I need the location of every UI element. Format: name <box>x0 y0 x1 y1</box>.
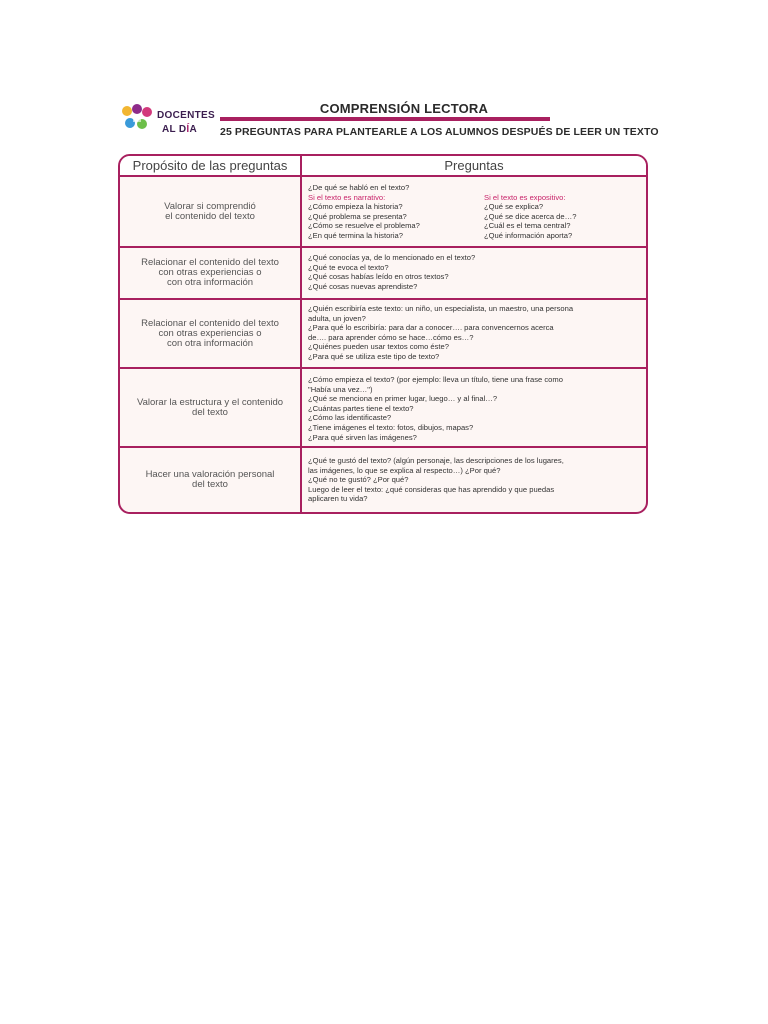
infographic-sheet <box>108 95 660 530</box>
question-line: ¿Qué no te gustó? ¿Por qué? <box>308 475 409 485</box>
question-line: ¿Qué cosas habías leído en otros textos? <box>308 272 449 282</box>
question-line: aplicaren tu vida? <box>308 494 368 504</box>
question-line: ¿Tiene imágenes el texto: fotos, dibujos, mapas? <box>308 422 474 432</box>
purpose-cell: Valorar la estructura y el contenido del texto <box>136 396 284 418</box>
page-title: COMPRENSIÓN LECTORA <box>319 101 489 116</box>
question-line: Luego de leer el texto: ¿qué consideras que has aprendido y que puedas <box>308 484 555 494</box>
question-line: ¿Qué se menciona en primer lugar, luego… y al final…? <box>308 394 498 404</box>
questions-cell <box>308 304 638 362</box>
column-header-purpose: Propósito de las preguntas <box>120 156 300 177</box>
question-line: ¿Qué te evoca el texto? <box>308 262 389 272</box>
purpose-cell: Relacionar el contenido del texto con otras experiencias o con otra información <box>141 317 279 349</box>
narrative-heading: Si el texto es narrativo: <box>308 192 386 202</box>
purpose-cell: Hacer una valoración personal del texto <box>145 469 275 490</box>
logo-graphic-icon <box>118 102 156 134</box>
question-line: ¿Para qué sirven las imágenes? <box>308 432 417 442</box>
question-line: ¿Cómo empieza la historia? <box>308 202 403 212</box>
question-line: "Había una vez…") <box>308 384 373 394</box>
question-line: ¿Cómo empieza el texto? (por ejemplo: lleva un título, tiene una frase como <box>308 375 563 384</box>
questions-cell <box>308 183 638 240</box>
question-line: ¿Qué cosas nuevas aprendiste? <box>308 281 418 291</box>
question-line: ¿De qué se habló en el texto? <box>308 183 410 192</box>
questions-cell <box>308 375 638 442</box>
questions-cell <box>308 253 638 291</box>
title-underline <box>220 117 550 121</box>
question-line: ¿Para qué se utiliza este tipo de texto? <box>308 351 440 361</box>
question-line: ¿Para qué lo escribiría: para dar a conocer…. para convencernos acerca <box>308 323 554 333</box>
question-line: ¿Cuál es el tema central? <box>484 221 571 231</box>
expository-heading: Si el texto es expositivo: <box>484 192 566 202</box>
column-header-questions: Preguntas <box>302 156 646 177</box>
question-line: las imágenes, lo que se explica al respecto…) ¿Por qué? <box>308 465 501 475</box>
question-line: ¿Qué te gustó del texto? (algún personaje, las descripciones de los lugares, <box>308 456 564 465</box>
question-line: ¿Cómo se resuelve el problema? <box>308 221 420 231</box>
narrative-column <box>308 193 420 241</box>
page-subtitle: 25 PREGUNTAS PARA PLANTEARLE A LOS ALUMNOS DESPUÉS DE LEER UN TEXTO <box>220 126 659 138</box>
logo <box>118 102 213 134</box>
question-line: ¿Quiénes pueden usar textos como éste? <box>308 342 449 352</box>
question-line: ¿Qué información aporta? <box>484 230 573 240</box>
question-line: de…. para aprender cómo se hace…cómo es…? <box>308 332 474 342</box>
question-line: ¿Cuántas partes tiene el texto? <box>308 403 414 413</box>
questions-cell <box>308 456 638 504</box>
question-line: ¿Qué conocías ya, de lo mencionado en el texto? <box>308 253 476 262</box>
question-line: ¿Qué se dice acerca de…? <box>484 211 577 221</box>
logo-text-al-dia: AL DÍA <box>162 124 197 135</box>
question-line: ¿Qué se explica? <box>484 202 544 212</box>
question-line: ¿En qué termina la historia? <box>308 230 403 240</box>
question-line: adulta, un joven? <box>308 313 366 323</box>
expository-column <box>484 193 576 241</box>
question-line: ¿Qué problema se presenta? <box>308 211 407 221</box>
column-divider <box>300 156 302 512</box>
logo-text-docentes: DOCENTES <box>157 110 215 121</box>
question-line: ¿Quién escribiría este texto: un niño, un especialista, un maestro, una persona <box>308 304 574 313</box>
question-line: ¿Cómo las identificaste? <box>308 413 392 423</box>
purpose-cell: Relacionar el contenido del texto con otras experiencias o con otra información <box>141 257 279 288</box>
purpose-cell: Valorar si comprendió el contenido del texto <box>164 200 256 222</box>
questions-table <box>118 154 648 514</box>
